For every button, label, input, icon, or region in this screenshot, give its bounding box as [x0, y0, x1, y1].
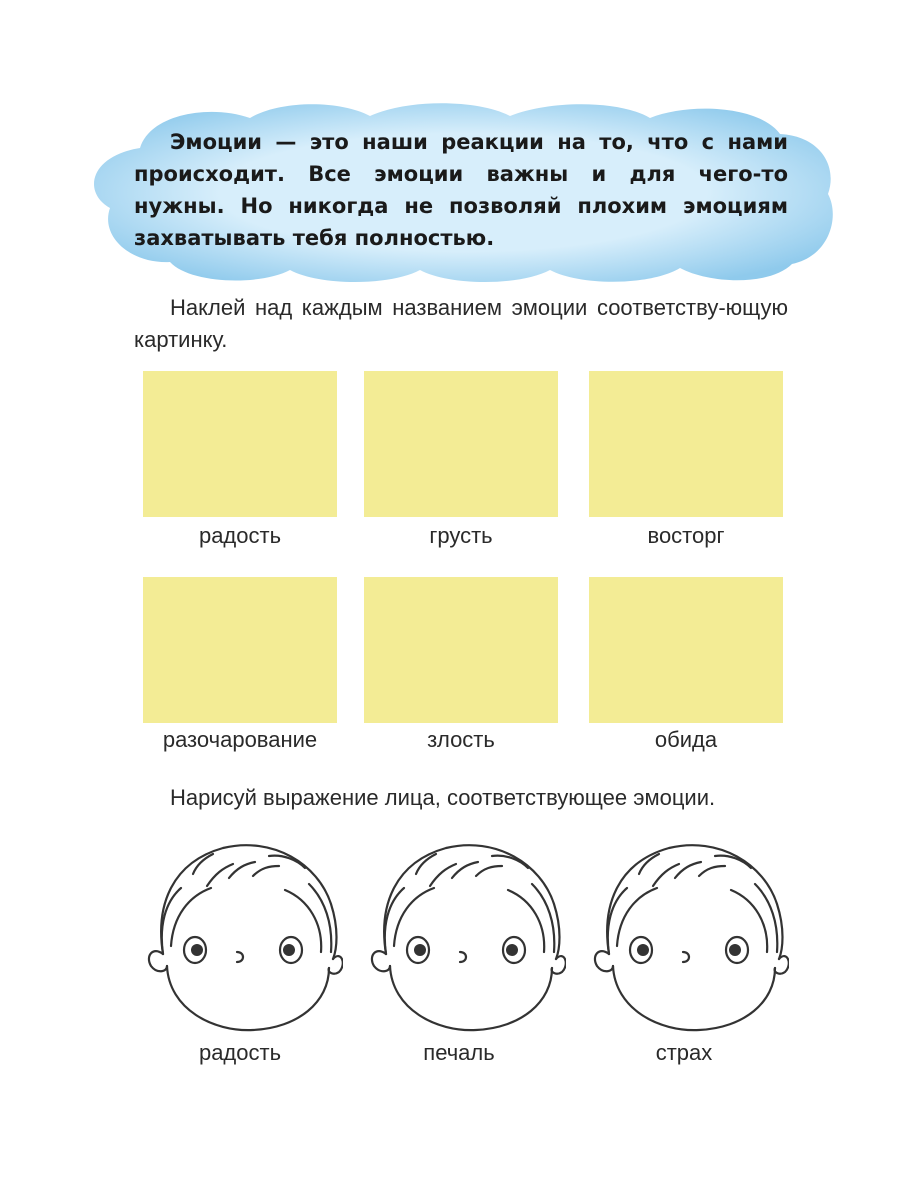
sticker-slot[interactable] — [364, 577, 558, 723]
sticker-slot[interactable] — [589, 371, 783, 517]
sticker-slot[interactable] — [143, 371, 337, 517]
emotion-label: злость — [427, 727, 495, 752]
sticker-slot[interactable] — [589, 577, 783, 723]
emotion-label: радость — [198, 523, 282, 548]
face-emotion-label: радость — [198, 1040, 282, 1065]
face-emotion-label: печаль — [423, 1040, 495, 1065]
boy-face-outline[interactable] — [356, 834, 566, 1034]
emotion-label: восторг — [647, 523, 725, 548]
emotion-label: обида — [654, 727, 718, 752]
intro-text: Эмоции — это наши реакции на то, что с нами происходит. Все эмоции важны и для чего-то нужны. Но никогда не позволяй плохим эмоциям захватывать тебя полностью. — [134, 130, 788, 250]
boy-face-outline[interactable] — [133, 834, 343, 1034]
boy-face-outline[interactable] — [579, 834, 789, 1034]
emotion-label: грусть — [429, 523, 493, 548]
sticker-slot[interactable] — [143, 577, 337, 723]
task1-instruction: Наклей над каждым названием эмоции соответству-ющую картинку. — [134, 295, 788, 352]
emotion-label: разочарование — [162, 727, 318, 752]
task2-instruction: Нарисуй выражение лица, соответствующее эмоции. — [170, 785, 716, 810]
sticker-slot[interactable] — [364, 371, 558, 517]
face-emotion-label: страх — [655, 1040, 713, 1065]
